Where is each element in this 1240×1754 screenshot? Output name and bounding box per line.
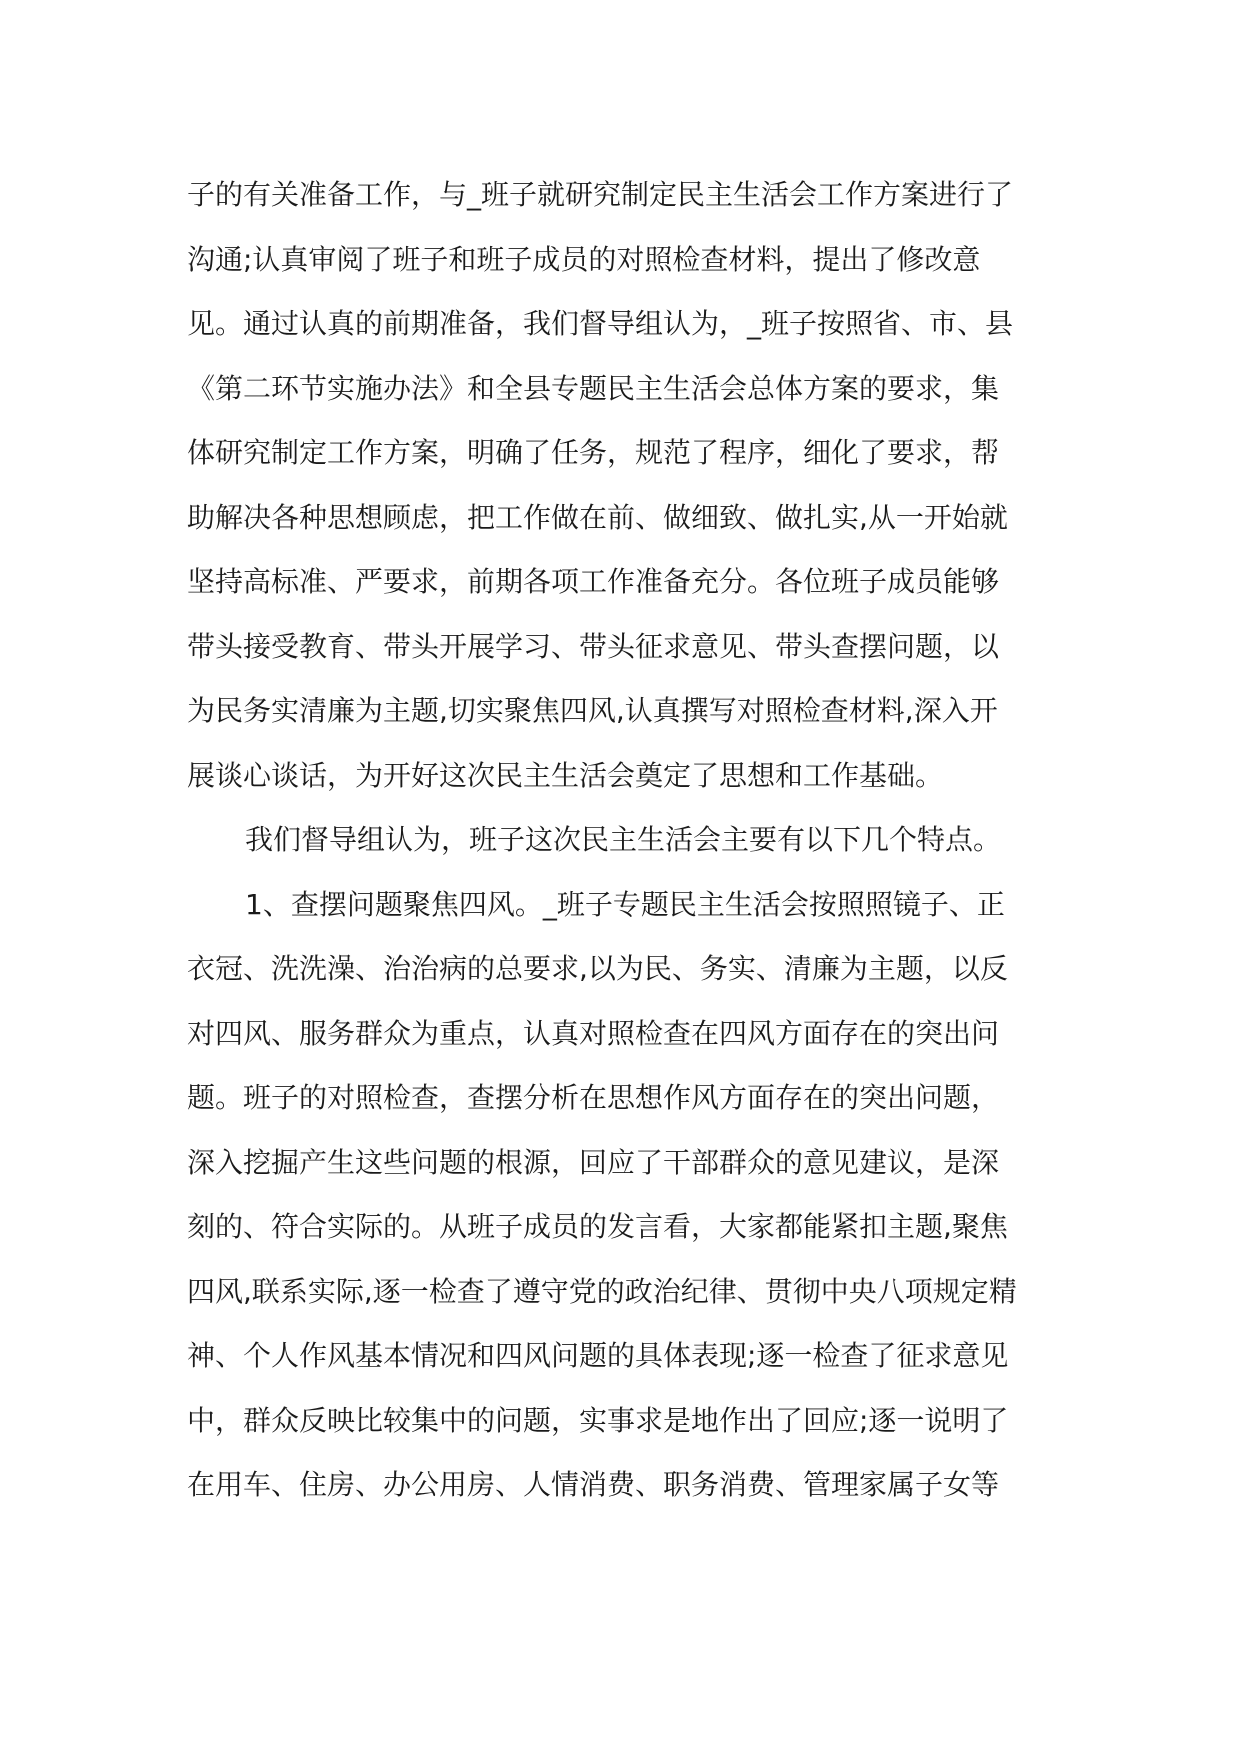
text-line: 在用车、住房、办公用房、人情消费、职务消费、管理家属子女等 <box>187 1468 1000 1501</box>
text-line: 展谈心谈话，为开好这次民主生活会奠定了思想和工作基础。 <box>187 758 944 792</box>
text-line: 助解决各种思想顾虑，把工作做在前、做细致、做扎实,从一开始就 <box>187 500 1008 534</box>
text-line: 见。通过认真的前期准备，我们督导组认为，_班子按照省、市、县 <box>187 307 1014 340</box>
text-line: 题。班子的对照检查，查摆分析在思想作风方面存在的突出问题， <box>187 1081 1000 1114</box>
text-line: 子的有关准备工作，与_班子就研究制定民主生活会工作方案进行了 <box>187 178 1014 211</box>
text-line: 刻的、符合实际的。从班子成员的发言看，大家都能紧扣主题,聚焦 <box>187 1210 1008 1243</box>
text-line: 《第二环节实施办法》和全县专题民主生活会总体方案的要求，集 <box>187 371 1000 405</box>
text-line: 坚持高标准、严要求，前期各项工作准备充分。各位班子成员能够 <box>187 565 1000 598</box>
text-line: 衣冠、洗洗澡、治治病的总要求,以为民、务实、清廉为主题，以反 <box>187 952 1008 985</box>
document-body <box>187 163 1067 1518</box>
text-line: 带头接受教育、带头开展学习、带头征求意见、带头查摆问题，以 <box>187 629 1000 663</box>
text-line: 体研究制定工作方案，明确了任务，规范了程序，细化了要求，帮 <box>187 436 1000 469</box>
text-line: 为民务实清廉为主题,切实聚焦四风,认真撰写对照检查材料,深入开 <box>187 694 998 727</box>
text-line: 对四风、服务群众为重点，认真对照检查在四风方面存在的突出问 <box>187 1016 1000 1050</box>
text-line: 深入挖掘产生这些问题的根源，回应了干部群众的意见建议，是深 <box>187 1145 1000 1179</box>
paragraph-first-line: 1、查摆问题聚焦四风。_班子专题民主生活会按照照镜子、正 <box>245 887 1005 921</box>
text-line: 中，群众反映比较集中的问题，实事求是地作出了回应;逐一说明了 <box>187 1403 1009 1437</box>
text-line: 四风,联系实际,逐一检查了遵守党的政治纪律、贯彻中央八项规定精 <box>187 1274 1017 1308</box>
paragraph-first-line: 我们督导组认为，班子这次民主生活会主要有以下几个特点。 <box>245 823 1002 856</box>
text-line: 神、个人作风基本情况和四风问题的具体表现;逐一检查了征求意见 <box>187 1339 1009 1372</box>
text-line: 沟通;认真审阅了班子和班子成员的对照检查材料，提出了修改意 <box>187 242 981 276</box>
